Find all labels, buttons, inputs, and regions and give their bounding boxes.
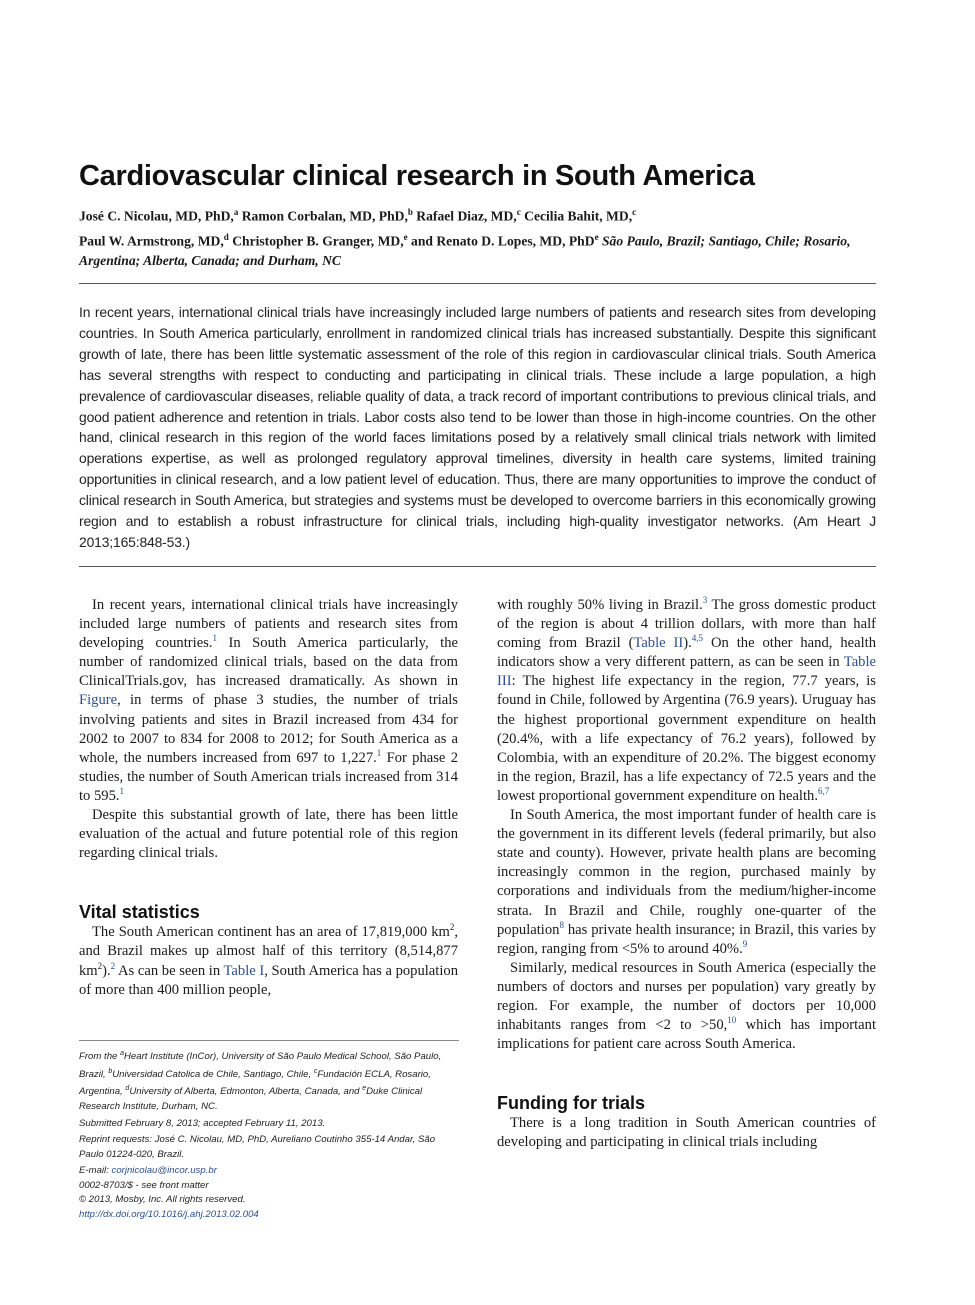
article-title: Cardiovascular clinical research in South America <box>79 160 755 192</box>
affiliation-marker: c <box>516 207 521 217</box>
author-list <box>79 202 879 271</box>
body-paragraph: There is a long tradition in South American countries of developing and participating in clinical trials including <box>497 1115 876 1151</box>
author-name: Ramon Corbalan, MD, PhD, <box>241 208 408 224</box>
section-heading-funding: Funding for trials <box>497 1093 645 1114</box>
copyright-line: © 2013, Mosby, Inc. All rights reserved. <box>79 1194 246 1206</box>
email-link[interactable]: corjnicolau@incor.usp.br <box>111 1165 217 1177</box>
table-link[interactable]: Table I <box>223 962 265 979</box>
body-paragraph: In South America, the most important funder of health care is the government in its different levels (federal primarily, but also state and county). However, private health plans are becoming increasingly common in the region, purchased mainly by corporations and individuals from the medium/higher-income strata. In Brazil and Chile, roughly one-quarter of the population$^8$ has private health insurance; in Brazil, this varies by region, ranging from <5% to around 40%.$^9$ <box>497 807 876 957</box>
affiliation-marker: c <box>632 207 637 217</box>
reprint-requests: Reprint requests: José C. Nicolau, MD, PhD, Aureliano Coutinho 355-14 Andar, São Paulo 01224-020, Brazil. <box>79 1134 436 1160</box>
citation-link[interactable]: 6,7 <box>817 786 830 797</box>
body-paragraph: with roughly 50% living in Brazil.$^3$ The gross domestic product of the region is about 4 trillion dollars, with more than half coming from Brazil (Table II).$^{4,5}$ On the other hand, health indicators show a very different pattern, as can be seen in Table III: The highest life expectancy in the region, 77.7 years, is found in Chile, followed by Argentina (76.9 years). Uruguay has the highest proportional government expenditure on health (20.4%, with a life expectancy of 76.2 years), followed by Colombia, with an expenditure of 20.2%. The biggest economy in the region, Brazil, has a life expectancy of 72.5 years and the lowest proportional government expenditure on health.$^{6,7}$ <box>497 595 876 804</box>
affiliation-marker: a <box>233 207 239 217</box>
citation-link[interactable]: 8 <box>559 919 564 930</box>
body-column-right <box>497 596 876 1152</box>
citation-link[interactable]: 10 <box>727 1015 737 1026</box>
citation-link[interactable]: 9 <box>742 938 748 949</box>
author-name: José C. Nicolau, MD, PhD, <box>79 208 234 224</box>
issn-line: 0002-8703/$ - see front matter <box>79 1179 209 1191</box>
author-name: and Renato D. Lopes, MD, PhD <box>411 233 595 249</box>
body-paragraph: Despite this substantial growth of late, there has been little evaluation of the actual and future potential role of this region regarding clinical trials. <box>79 807 458 862</box>
section-heading-vital-statistics: Vital statistics <box>79 902 200 923</box>
submitted-date: Submitted February 8, 2013; accepted February 11, 2013. <box>79 1117 326 1129</box>
email-line: E-mail: corjnicolau@incor.usp.br <box>79 1165 217 1177</box>
citation-link[interactable]: 1 <box>376 747 382 758</box>
author-locations: São Paulo, Brazil; Santiago, Chile; Rosario, Argentina; Alberta, Canada; and Durham, NC <box>79 233 851 269</box>
body-paragraph: In recent years, international clinical trials have increasingly included large numbers of patients and research sites from developing countries.$^1$ In South America particularly, the number of randomized clinical trials, based on the data from ClinicalTrials.gov, has increased dramatically. As shown in Figure, in terms of phase 3 studies, the number of trials involving patients and sites in Brazil increased from 434 for 2002 to 2007 to 834 for 2008 to 2012; for South America as a whole, the numbers increased from 697 to 1,227.$^1$ For phase 2 studies, the number of South American trials increased from 314 to 595.$^1$ <box>79 597 458 804</box>
footnotes <box>79 1047 459 1222</box>
author-name: Christopher B. Granger, MD, <box>232 233 404 249</box>
affiliations-footnote: From the $^a$Heart Institute (InCor), University of São Paulo Medical School, São Paulo, Brazil, $^b$Universidad Catolica de Chile, Santiago, Chile, $^c$Fundación ECLA, Rosario, Argentina, $^d$University of Alberta, Edmonton, Alberta, Canada, and $^e$Duke Clinical Research Institute, Durham, NC. <box>79 1050 442 1113</box>
citation-link[interactable]: 2 <box>110 960 116 971</box>
figure-link[interactable]: Figure <box>79 692 118 709</box>
table-link[interactable]: Table III <box>497 654 876 690</box>
author-name: Paul W. Armstrong, MD, <box>79 233 224 249</box>
superscript: 2 <box>97 960 103 971</box>
body-paragraph: Similarly, medical resources in South America (especially the numbers of doctors and nurses per population) vary greatly by region. For example, the number of doctors per 10,000 inhabitants ranges from <2 to >50,10 which has important implications for patient care across South America. <box>497 959 876 1053</box>
footnote-rule <box>79 1040 459 1041</box>
citation-link[interactable]: 1 <box>119 786 125 797</box>
affiliation-marker: b <box>407 207 413 217</box>
abstract-bottom-rule <box>79 566 876 567</box>
body-column-left <box>79 596 458 1000</box>
citation-link[interactable]: 1 <box>212 633 217 644</box>
citation-link[interactable]: 3 <box>702 595 708 606</box>
affiliation-marker: d <box>223 231 229 242</box>
author-name: Rafael Diaz, MD, <box>416 208 517 224</box>
author-name: Cecilia Bahit, MD, <box>524 208 633 224</box>
abstract: In recent years, international clinical trials have increasingly included large numbers of patients and research sites from developing countries. In South America particularly, enrollment in randomized clinical trials has increased substantially. Despite this significant growth of late, there has been little systematic assessment of the role of this region in cardiovascular clinical trials. South America has several strengths with respect to conducting and participating in clinical trials. These include a large population, a high prevalence of cardiovascular diseases, reliable quality of data, a track record of important contributions to previous clinical trials, and good patient adherence and retention in trials. Labor costs also tend to be lower than those in high-income countries. On the other hand, clinical research in this region of the world faces limitations posed by a relatively small clinical trials network with limited operations expertise, as well as prolonged regulatory approval timelines, diversity in health care systems, limited training opportunities in clinical research, and a low patient level of education. Thus, there are many opportunities to improve the conduct of clinical research in South America, but strategies and systems must be developed to overcome barriers in this economically growing region and to establish a robust infrastructure for clinical trials, including high-quality investigator networks. (Am Heart J 2013;165:848-53.) <box>79 304 876 550</box>
body-paragraph: The South American continent has an area of 17,819,000 $km^2$, and Brazil makes up almost half of this territory (8,514,877 $km^2).^2$ As can be seen in Table I, South America has a population of more than 400 million people, <box>79 922 458 998</box>
affiliation-marker: e <box>594 231 599 242</box>
citation-link[interactable]: 4,5 <box>691 633 704 644</box>
affiliation-marker: e <box>403 231 408 242</box>
doi-link[interactable]: http://dx.doi.org/10.1016/j.ahj.2013.02.004 <box>79 1208 259 1220</box>
abstract-top-rule <box>79 283 876 284</box>
table-link[interactable]: Table II <box>633 635 684 652</box>
superscript: 2 <box>449 922 455 933</box>
